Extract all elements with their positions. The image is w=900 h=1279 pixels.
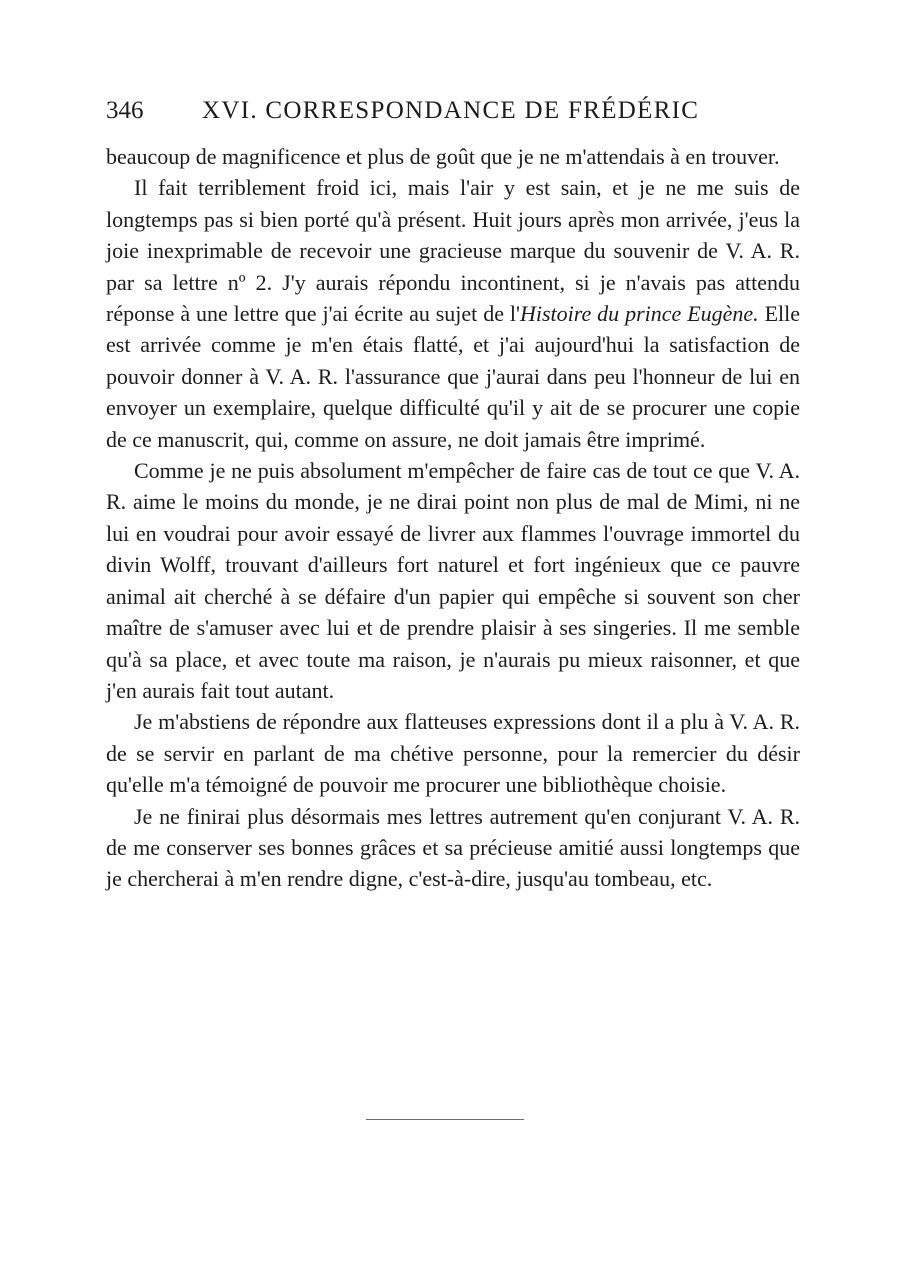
letter-body — [106, 141, 800, 895]
paragraph-1 — [106, 141, 800, 172]
paragraph-4-text: Je m'abstiens de répondre aux flatteuses expressions dont il a plu à V. A. R. de se servir en parlant de ma chétive personne, pour la remercier du désir qu'elle m'a témoigné de pouvoir me procurer une bibliothèque choisie. — [106, 709, 800, 798]
paragraph-4 — [106, 706, 800, 800]
paragraph-3 — [106, 455, 800, 706]
page-number: 346 — [106, 97, 144, 124]
paragraph-5 — [106, 801, 800, 895]
paragraph-2-text: Il fait terriblement froid ici, mais l'air y est sain, et je ne me suis de longtemps pas si bien porté qu'à présent. Huit jours après mon arrivée, j'eus la joie inexprimable de recevoir une gracieuse marque du souvenir de V. A. R. par sa lettre nº 2. J'y aurais répondu incontinent, si je n'avais pas attendu réponse à une lettre que j'ai écrite au sujet de l' — [106, 175, 800, 327]
book-title-italic: Histoire du prince Eugène. — [519, 301, 759, 327]
running-head — [106, 94, 806, 128]
paragraph-5-text: Je ne finirai plus désormais mes lettres autrement qu'en conjurant V. A. R. de me conserver ses bonnes grâces et sa précieuse amitié aussi longtemps que je chercherai à m'en rendre digne, c'est-à-dire, jusqu'au tombeau, etc. — [106, 803, 800, 892]
paragraph-1-text: beaucoup de magnificence et plus de goût que je ne m'attendais à en trouver. — [106, 144, 780, 169]
paragraph-2-text-continued: Elle est arrivée comme je m'en étais flatté, et j'ai aujourd'hui la satisfaction de pouvoir donner à V. A. R. l'assurance que j'aurai dans peu l'honneur de lui en envoyer un exemplaire, quelque difficulté qu'il y ait de se procurer une copie de ce manuscrit, qui, comme on assure, ne doit jamais être imprimé. — [106, 301, 801, 452]
paragraph-3-text: Comme je ne puis absolument m'empêcher de faire cas de tout ce que V. A. R. aime le moins du monde, je ne dirai point non plus de mal de Mimi, ni ne lui en voudrai pour avoir essayé de livrer aux flammes l'ouvrage immortel du divin Wolff, trouvant d'ailleurs fort naturel et fort ingénieux que ce pauvre animal ait cherché à se défaire d'un papier qui empêche si souvent son cher maître de s'amuser avec lui et de prendre plaisir à ses singeries. Il me semble qu'à sa place, et avec toute ma raison, je n'aurais pu mieux raisonner, et que j'en aurais fait tout autant. — [106, 458, 800, 703]
paragraph-2 — [106, 172, 800, 455]
running-title: XVI. CORRESPONDANCE DE FRÉDÉRIC — [202, 97, 700, 124]
section-divider-rule — [366, 1119, 524, 1120]
